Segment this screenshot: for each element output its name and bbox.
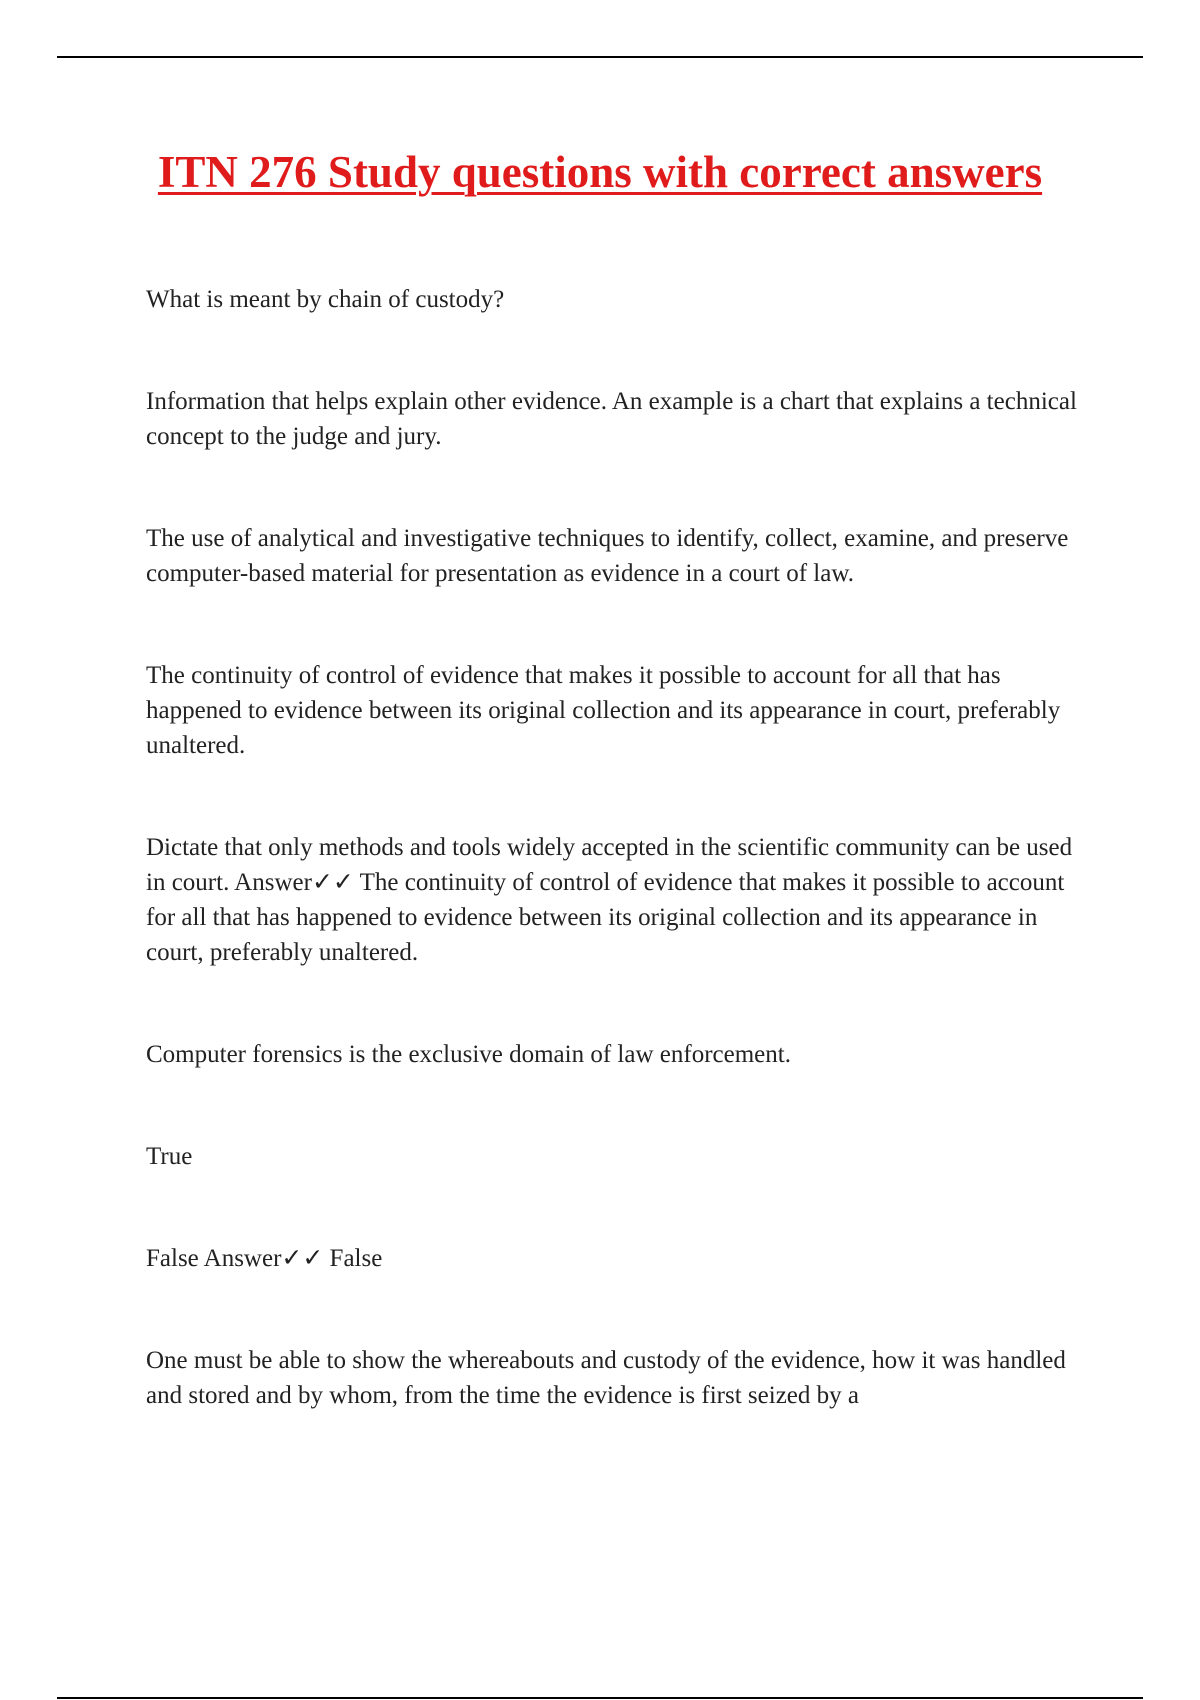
answer-option-with-answer: Dictate that only methods and tools widely accepted in the scientific community can be used in court. Answer✓✓ The continuity of control of evidence that makes it possible to account for all that has happened to evidence between its original collection and its appearance in court, preferably unaltered. — [146, 834, 1073, 966]
document-title: ITN 276 Study questions with correct answers — [157, 147, 1043, 197]
question-text: Computer forensics is the exclusive domain of law enforcement. — [146, 1041, 791, 1068]
answer-option: True — [146, 1143, 193, 1170]
question-text: One must be able to show the whereabouts and custody of the evidence, how it was handled and stored and by whom, from the time the evidence is first seized by a — [146, 1347, 1066, 1409]
answer-option: Information that helps explain other evidence. An example is a chart that explains a technical concept to the judge and jury. — [146, 388, 1077, 450]
answer-option: The use of analytical and investigative techniques to identify, collect, examine, and preserve computer-based material for presentation as evidence in a court of law. — [146, 525, 1069, 587]
answer-option-with-answer: False Answer✓✓ False — [146, 1245, 383, 1272]
answer-option: The continuity of control of evidence that makes it possible to account for all that has happened to evidence between its original collection and its appearance in court, preferably unaltered. — [146, 662, 1061, 759]
top-divider — [57, 56, 1143, 58]
question-text: What is meant by chain of custody? — [146, 286, 505, 313]
bottom-divider — [57, 1697, 1143, 1699]
document-body — [146, 282, 1096, 1480]
